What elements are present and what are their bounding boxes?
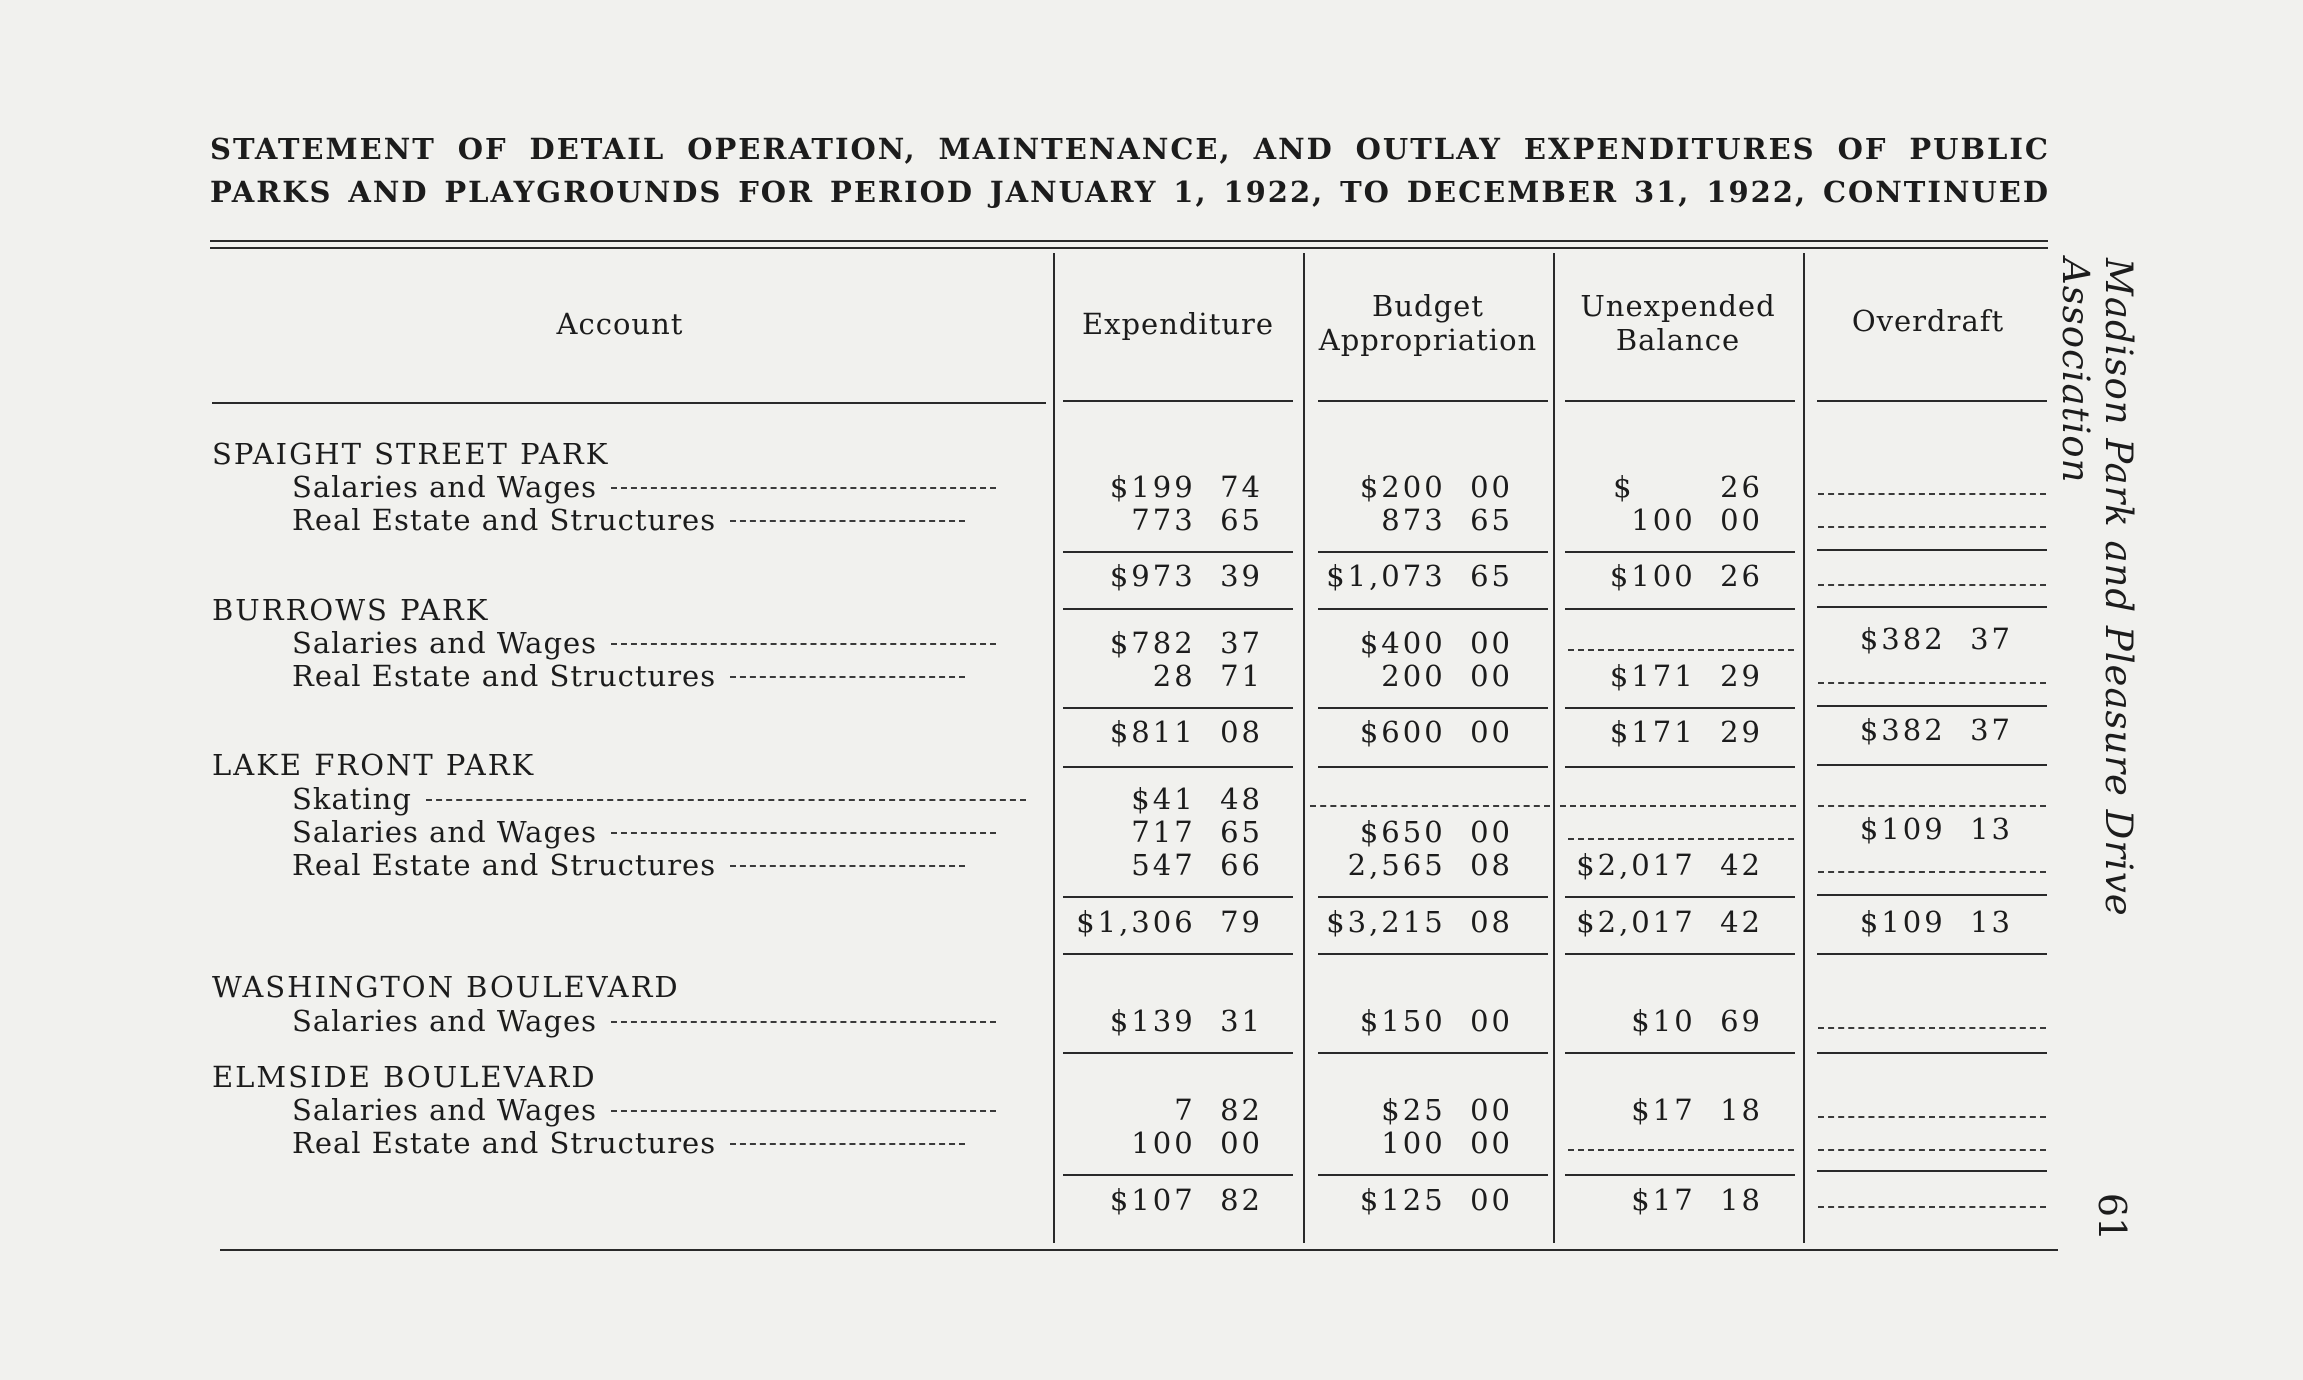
account-label — [292, 1004, 996, 1038]
item-label: Real Estate and Structures — [292, 1126, 717, 1160]
header-rule — [1318, 400, 1548, 402]
subtotal-rule — [1318, 707, 1548, 709]
leader-dots — [426, 799, 1026, 801]
item-label: Salaries and Wages — [292, 626, 598, 660]
section-title: SPAIGHT STREET PARK — [212, 437, 610, 471]
expenditure-total: $973 39 — [1109, 559, 1263, 593]
header-expenditure: Expenditure — [1081, 307, 1275, 341]
budget-total: $125 00 — [1359, 1183, 1513, 1217]
budget-total: $3,215 08 — [1326, 905, 1513, 939]
title-line-1: STATEMENT OF DETAIL OPERATION, MAINTENANCE, AND OUTLAY EXPENDITURES OF PUBLIC — [210, 132, 2050, 166]
leader-dots — [611, 487, 996, 489]
section-rule — [1565, 1052, 1795, 1054]
empty-dash — [1818, 1116, 2046, 1118]
section-rule — [1318, 1052, 1548, 1054]
account-label — [292, 815, 996, 849]
empty-dash — [1568, 838, 1794, 840]
item-label: Salaries and Wages — [292, 1093, 598, 1127]
total-rule — [1318, 608, 1548, 610]
item-label: Real Estate and Structures — [292, 848, 717, 882]
account-label — [292, 1126, 965, 1160]
subtotal-rule — [1318, 551, 1548, 553]
budget-value: 100 00 — [1381, 1126, 1513, 1160]
unexpended-value: $10 69 — [1631, 1004, 1763, 1038]
empty-dash — [1568, 649, 1794, 651]
empty-dash — [1568, 1149, 1794, 1151]
expenditure-value: 28 71 — [1152, 659, 1263, 693]
item-label: Real Estate and Structures — [292, 503, 717, 537]
account-label — [292, 659, 965, 693]
subtotal-rule — [1565, 1174, 1795, 1176]
expenditure-value: $782 37 — [1109, 626, 1263, 660]
page-title — [210, 128, 2050, 214]
item-label: Skating — [292, 782, 412, 816]
item-label: Salaries and Wages — [292, 1004, 598, 1038]
empty-dash — [1818, 1149, 2046, 1151]
header-rule — [1565, 400, 1795, 402]
expenditure-total: $1,306 79 — [1076, 905, 1263, 939]
budget-value: 200 00 — [1381, 659, 1513, 693]
subtotal-rule — [1817, 549, 2047, 551]
total-rule — [1817, 953, 2047, 955]
expenditure-value: $41 48 — [1131, 782, 1263, 816]
total-rule — [1817, 764, 2047, 766]
overdraft-total: $382 37 — [1859, 713, 2013, 747]
total-rule — [1318, 953, 1548, 955]
budget-value: $200 00 — [1359, 470, 1513, 504]
header-account: Account — [556, 307, 684, 341]
header-rule — [1063, 400, 1293, 402]
expenditure-value: 100 00 — [1131, 1126, 1263, 1160]
bottom-rule — [220, 1249, 2058, 1251]
section-title: BURROWS PARK — [212, 593, 490, 627]
budget-value: $25 00 — [1381, 1093, 1513, 1127]
top-rule-2 — [210, 247, 2048, 249]
section-title: WASHINGTON BOULEVARD — [212, 970, 680, 1004]
leader-dots — [611, 1021, 996, 1023]
overdraft-total: $109 13 — [1859, 905, 2013, 939]
subtotal-rule — [1565, 896, 1795, 898]
leader-dots — [611, 1110, 996, 1112]
header-rule — [1817, 400, 2047, 402]
overdraft-value: $109 13 — [1859, 812, 2013, 846]
header-overdraft: Overdraft — [1851, 304, 2005, 338]
empty-dash — [1560, 805, 1796, 807]
section-rule — [1063, 1052, 1293, 1054]
leader-dots — [730, 1143, 965, 1145]
empty-dash — [1818, 584, 2046, 586]
column-divider — [1803, 253, 1805, 1243]
subtotal-rule — [1318, 1174, 1548, 1176]
unexpended-value: $171 29 — [1609, 659, 1763, 693]
leader-dots — [730, 676, 965, 678]
unexpended-value: $17 18 — [1631, 1093, 1763, 1127]
leader-dots — [611, 643, 996, 645]
leader-dots — [611, 832, 996, 834]
header-unexpended — [1558, 289, 1798, 357]
empty-dash — [1818, 805, 2046, 807]
unexpended-total: $100 26 — [1609, 559, 1763, 593]
total-rule — [1063, 766, 1293, 768]
subtotal-rule — [1063, 551, 1293, 553]
expenditure-value: $139 31 — [1109, 1004, 1263, 1038]
unexpended-value: $ 26 — [1613, 470, 1763, 504]
item-label: Salaries and Wages — [292, 815, 598, 849]
running-title: Madison Park and Pleasure Drive Association — [2054, 258, 2140, 917]
total-rule — [1318, 766, 1548, 768]
leader-dots — [730, 865, 965, 867]
top-rule — [210, 240, 2048, 242]
expenditure-value: 717 65 — [1131, 815, 1263, 849]
empty-dash — [1310, 805, 1550, 807]
account-label — [292, 1093, 996, 1127]
account-label — [292, 503, 965, 537]
budget-value: $400 00 — [1359, 626, 1513, 660]
unexpended-total: $171 29 — [1609, 715, 1763, 749]
total-rule — [1063, 608, 1293, 610]
account-label — [292, 470, 996, 504]
expenditure-total: $811 08 — [1109, 715, 1263, 749]
subtotal-rule — [1565, 551, 1795, 553]
expenditure-value: 773 65 — [1131, 503, 1263, 537]
expenditure-total: $107 82 — [1109, 1183, 1263, 1217]
header-budget — [1308, 289, 1548, 357]
item-label: Salaries and Wages — [292, 470, 598, 504]
subtotal-rule — [1565, 707, 1795, 709]
empty-dash — [1818, 526, 2046, 528]
budget-value: $650 00 — [1359, 815, 1513, 849]
section-title: LAKE FRONT PARK — [212, 748, 536, 782]
total-rule — [1565, 608, 1795, 610]
total-rule — [1817, 606, 2047, 608]
unexpended-value: $2,017 42 — [1576, 848, 1763, 882]
total-rule — [1565, 766, 1795, 768]
empty-dash — [1818, 493, 2046, 495]
empty-dash — [1818, 1206, 2046, 1208]
column-divider — [1303, 253, 1305, 1243]
account-label — [292, 848, 965, 882]
section-rule — [1817, 1052, 2047, 1054]
expenditure-value: 547 66 — [1131, 848, 1263, 882]
account-label — [292, 626, 996, 660]
header-budget-line-1: Budget — [1372, 289, 1484, 323]
column-divider — [1553, 253, 1555, 1243]
header-budget-line-2: Appropriation — [1318, 323, 1538, 357]
subtotal-rule — [1063, 707, 1293, 709]
header-unexpended-line-2: Balance — [1615, 323, 1741, 357]
subtotal-rule — [1817, 894, 2047, 896]
budget-value: $150 00 — [1359, 1004, 1513, 1038]
header-rule — [212, 402, 1046, 404]
unexpended-total: $17 18 — [1631, 1183, 1763, 1217]
total-rule — [1063, 953, 1293, 955]
budget-total: $600 00 — [1359, 715, 1513, 749]
subtotal-rule — [1817, 1170, 2047, 1172]
total-rule — [1565, 953, 1795, 955]
subtotal-rule — [1817, 705, 2047, 707]
section-title: ELMSIDE BOULEVARD — [212, 1060, 597, 1094]
subtotal-rule — [1063, 1174, 1293, 1176]
empty-dash — [1818, 682, 2046, 684]
expenditure-value: 7 82 — [1174, 1093, 1263, 1127]
page-number: 61 — [2090, 1192, 2135, 1242]
budget-value: 2,565 08 — [1347, 848, 1513, 882]
unexpended-total: $2,017 42 — [1576, 905, 1763, 939]
item-label: Real Estate and Structures — [292, 659, 717, 693]
overdraft-value: $382 37 — [1859, 622, 2013, 656]
empty-dash — [1818, 871, 2046, 873]
subtotal-rule — [1063, 896, 1293, 898]
header-unexpended-line-1: Unexpended — [1580, 289, 1776, 323]
title-line-2: PARKS AND PLAYGROUNDS FOR PERIOD JANUARY 1, 1922, TO DECEMBER 31, 1922, CONTINUED — [210, 175, 2050, 209]
expenditure-value: $199 74 — [1109, 470, 1263, 504]
empty-dash — [1818, 1027, 2046, 1029]
budget-total: $1,073 65 — [1326, 559, 1513, 593]
budget-value: 873 65 — [1381, 503, 1513, 537]
unexpended-value: 100 00 — [1631, 503, 1763, 537]
subtotal-rule — [1318, 896, 1548, 898]
column-divider — [1053, 253, 1055, 1243]
account-label — [292, 782, 1026, 816]
leader-dots — [730, 520, 965, 522]
